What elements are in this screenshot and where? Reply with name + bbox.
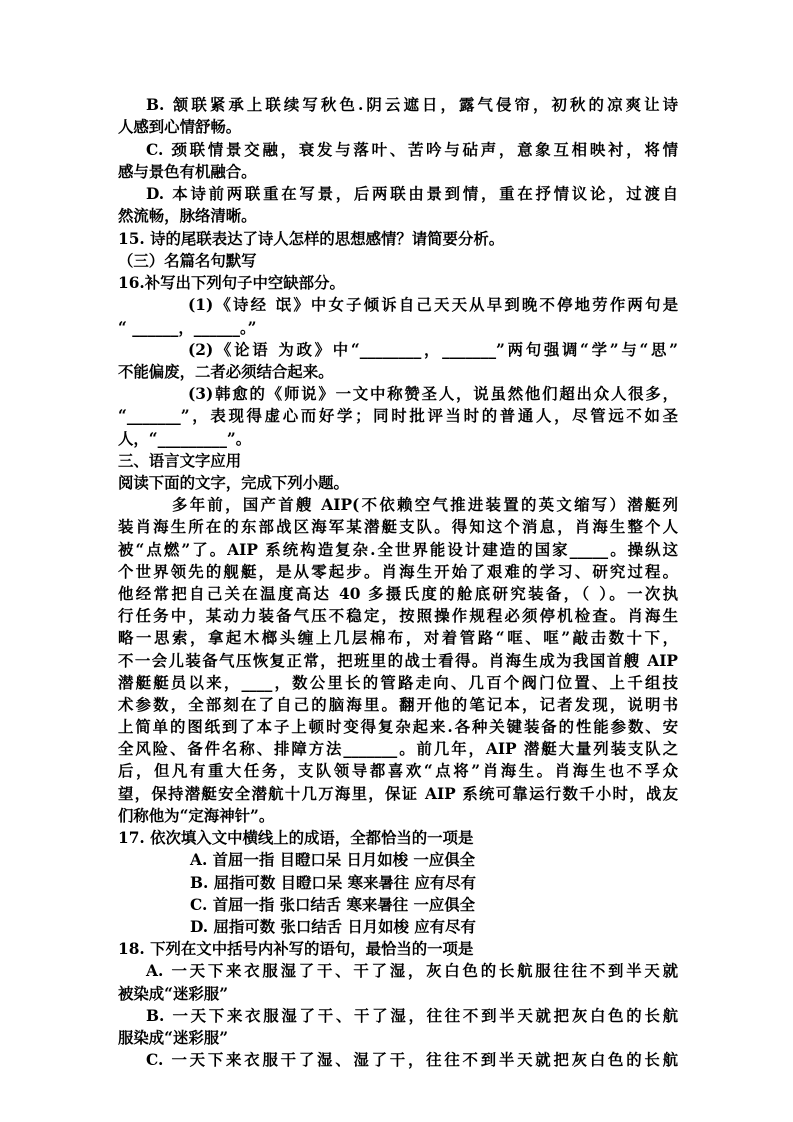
text-line: 16.补写出下列句子中空缺部分。 bbox=[118, 274, 345, 292]
text-line: 服染成“迷彩服” bbox=[118, 1029, 229, 1047]
text-line: D. 屈指可数 张口结舌 日月如梭 应有尽有 bbox=[190, 918, 476, 936]
text-line: C. 颈联情景交融，衰发与落叶、苦吟与砧声，意象互相映衬，将情 bbox=[146, 141, 678, 159]
text-line: 人感到心情舒畅。 bbox=[118, 118, 242, 136]
text-line: 被染成“迷彩服” bbox=[118, 985, 229, 1003]
text-line: 术参数，全部刻在了自己的脑海里。翻开他的笔记本，记者发现，说明书 bbox=[118, 696, 678, 714]
text-line: 望，保持潜艇安全潜航十几万海里，保证 AIP 系统可靠运行数千小时，战友 bbox=[118, 785, 678, 803]
text-line: 17. 依次填入文中横线上的成语，全都恰当的一项是 bbox=[118, 829, 474, 847]
text-line: 18. 下列在文中括号内补写的语句，最恰当的一项是 bbox=[118, 940, 474, 958]
text-line: C. 首屈一指 张口结舌 寒来暑往 一应俱全 bbox=[190, 896, 476, 914]
text-line: 被“点燃”了。AIP 系统构造复杂.全世界能设计建造的国家_____。操纵这 bbox=[118, 541, 678, 559]
text-line: “_______”，表现得虚心而好学；同时批评当时的普通人，尽管远不如圣 bbox=[118, 407, 678, 425]
text-line: 略一思索，拿起木榔头缠上几层棉布，对着管路“哐、哐”敲击数十下， bbox=[118, 629, 678, 647]
text-line: 然流畅，脉络清晰。 bbox=[118, 207, 257, 225]
text-line: 三、语言文字应用 bbox=[118, 452, 242, 470]
text-line: 行任务中，某动力装备气压不稳定，按照操作规程必须停机检查。肖海生 bbox=[118, 607, 678, 625]
text-line: 全风险、备件名称、排障方法_______。前几年，AIP 潜艇大量列装支队之 bbox=[118, 740, 678, 758]
text-line: （三）名篇名句默写 bbox=[118, 252, 257, 270]
text-line: 上简单的图纸到了本子上顿时变得复杂起来.各种关键装备的性能参数、安 bbox=[118, 718, 678, 736]
text-line: (2)《论语 为政》中“________，_______”两句强调“学”与“思” bbox=[188, 341, 678, 359]
text-line: D. 本诗前两联重在写景，后两联由景到情，重在抒情议论，过渡自 bbox=[146, 185, 678, 203]
text-line: 多年前，国产首艘 AIP(不依赖空气推进装置的英文缩写）潜艇列 bbox=[172, 496, 678, 514]
text-line: 人，“_________”。 bbox=[118, 430, 252, 448]
text-line: A. 一天下来衣服湿了干、干了湿，灰白色的长航服往往不到半天就 bbox=[146, 962, 678, 980]
text-line: 不一会儿装备气压恢复正常，把班里的战士看得。肖海生成为我国首艘 AIP bbox=[118, 652, 678, 670]
text-line: 潜艇艇员以来，____，数公里长的管路走向、几百个阀门位置、上千组技 bbox=[118, 674, 678, 692]
text-line: A. 首屈一指 目瞪口呆 日月如梭 一应俱全 bbox=[190, 851, 475, 869]
text-line: (1)《诗经 氓》中女子倾诉自己天天从早到晚不停地劳作两句是 bbox=[188, 296, 678, 314]
text-line: B. 屈指可数 目瞪口呆 寒来暑往 应有尽有 bbox=[190, 874, 477, 892]
text-line: 他经常把自己关在温度高达 40 多摄氏度的舱底研究装备，（ ）。一次执 bbox=[118, 585, 678, 603]
text-line: C. 一天下来衣服干了湿、湿了干，往往不到半天就把灰白色的长航 bbox=[146, 1051, 678, 1069]
text-line: 不能偏废，二者必须结合起来。 bbox=[118, 363, 334, 381]
text-line: 后，但凡有重大任务，支队领导都喜欢“点将”肖海生。肖海生也不孚众 bbox=[118, 762, 678, 780]
text-line: 阅读下面的文字，完成下列小题。 bbox=[118, 474, 349, 492]
text-line: (3)韩愈的《师说》一文中称赞圣人，说虽然他们超出众人很多， bbox=[188, 385, 678, 403]
text-line: 感与景色有机融合。 bbox=[118, 163, 257, 181]
text-line: B. 颔联紧承上联续写秋色.阴云遮日，露气侵帘，初秋的凉爽让诗 bbox=[146, 96, 678, 114]
text-line: “ ______，______。” bbox=[118, 319, 257, 337]
text-line: 15. 诗的尾联表达了诗人怎样的思想感情？请简要分析。 bbox=[118, 230, 505, 248]
text-line: B. 一天下来衣服湿了干、干了湿，往往不到半天就把灰白色的长航 bbox=[146, 1007, 678, 1025]
text-line: 个世界领先的舰艇，是从零起步。肖海生开始了艰难的学习、研究过程。 bbox=[118, 563, 678, 581]
text-line: 们称他为“定海神针”。 bbox=[118, 807, 275, 825]
text-line: 装肖海生所在的东部战区海军某潜艇支队。得知这个消息，肖海生整个人 bbox=[118, 518, 678, 536]
